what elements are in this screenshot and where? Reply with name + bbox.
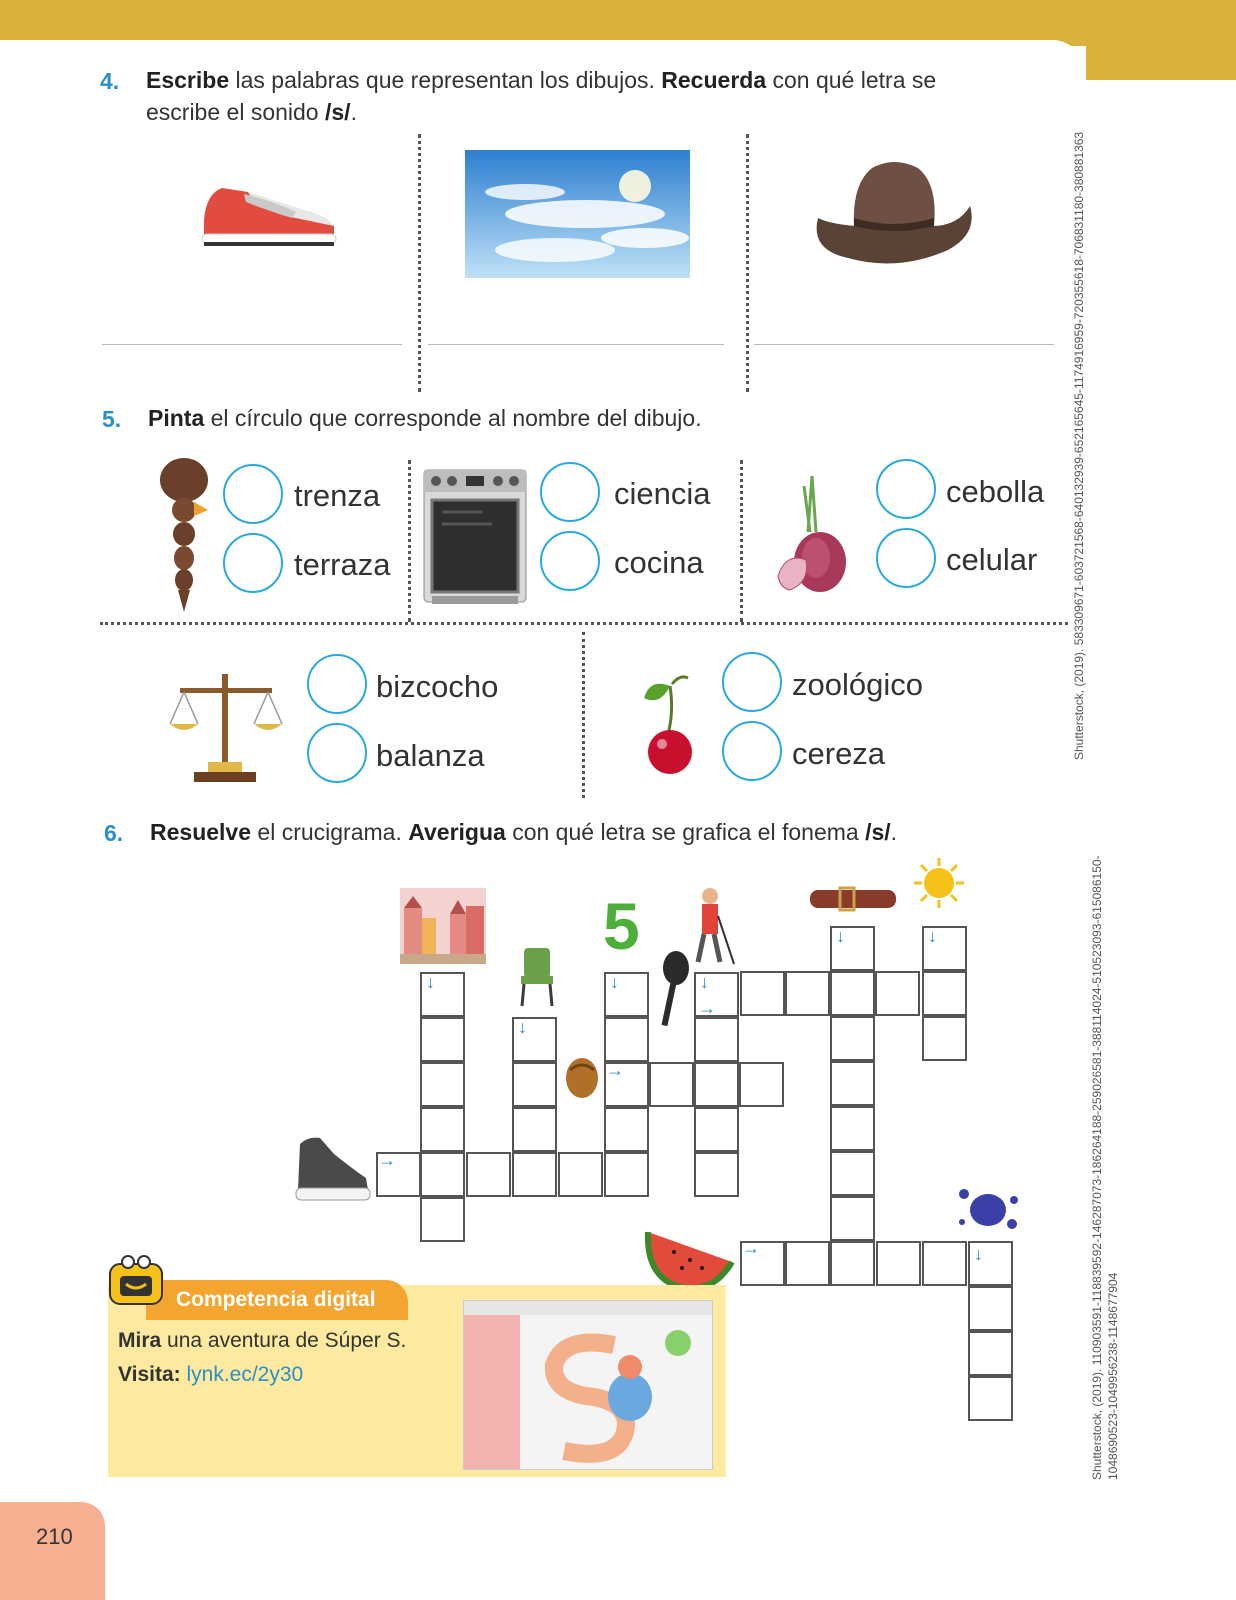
page-number: 210	[36, 1524, 73, 1549]
crossword-cell[interactable]	[694, 1107, 739, 1152]
blind-person-icon	[690, 884, 738, 968]
q4-text-2: con qué letra se	[766, 67, 937, 93]
nut-icon	[564, 1054, 602, 1102]
sun-icon	[912, 856, 966, 910]
option-circle-celular[interactable]	[876, 528, 936, 588]
option-label: bizcocho	[376, 669, 499, 704]
option-label: cebolla	[946, 474, 1045, 509]
crossword-cell[interactable]	[922, 971, 967, 1016]
option-label: cocina	[614, 545, 704, 580]
crossword-cell[interactable]	[420, 1197, 465, 1242]
q4-verb-2: Recuerda	[661, 67, 767, 93]
q6-verb-1: Resuelve	[150, 819, 252, 845]
option-label: balanza	[376, 738, 485, 773]
crossword-cell[interactable]	[830, 971, 875, 1016]
crossword-cell[interactable]	[558, 1152, 603, 1197]
image-credits-bottom-1: Shutterstock, (2019). 110903591-118839592-146287073-186264188-259026581-388114024-510523093-615086150-	[1090, 855, 1104, 1480]
digital-tab	[146, 1280, 408, 1320]
option-label: cereza	[792, 736, 886, 771]
q6-instruction	[150, 816, 897, 848]
divider	[408, 460, 411, 622]
cherry-icon	[640, 672, 706, 776]
crossword-cell[interactable]	[649, 1062, 694, 1107]
hat-icon	[808, 154, 980, 278]
crossword-cell[interactable]	[512, 1062, 557, 1107]
crossword-cell[interactable]	[420, 1107, 465, 1152]
video-thumbnail[interactable]	[463, 1300, 713, 1470]
option-circle-trenza[interactable]	[223, 464, 283, 524]
belt-icon	[808, 884, 898, 914]
option-circle-balanza[interactable]	[307, 723, 367, 783]
crossword-cell[interactable]	[740, 971, 785, 1016]
frying-pan-icon	[656, 950, 690, 1028]
arrow-down-icon: ↓	[836, 926, 845, 946]
crossword-cell[interactable]	[694, 1062, 739, 1107]
sneaker-shoe-icon	[294, 1134, 372, 1206]
arrow-down-icon: ↓	[700, 972, 709, 992]
chair-icon	[518, 946, 556, 1008]
crossword-cell[interactable]	[420, 1062, 465, 1107]
crossword-cell[interactable]	[420, 1152, 465, 1197]
option-label: trenza	[294, 478, 381, 513]
digital-tab-label: Competencia digital	[176, 1288, 376, 1311]
ink-splash-icon	[952, 1180, 1024, 1238]
crossword-cell[interactable]	[739, 1062, 784, 1107]
divider	[582, 632, 585, 798]
stove-icon	[422, 468, 528, 608]
option-circle-zoologico[interactable]	[722, 652, 782, 712]
option-circle-ciencia[interactable]	[540, 462, 600, 522]
watermelon-icon	[644, 1226, 736, 1292]
option-circle-cebolla[interactable]	[876, 459, 936, 519]
option-circle-cocina[interactable]	[540, 531, 600, 591]
crossword-cell[interactable]	[968, 1331, 1013, 1376]
crossword-cell[interactable]	[694, 1152, 739, 1197]
crossword-cell[interactable]	[604, 1107, 649, 1152]
q6-number: 6.	[104, 820, 124, 846]
arrow-right-icon: →	[378, 1150, 396, 1170]
q4-end: .	[350, 99, 357, 125]
q6-phoneme: /s/	[865, 819, 891, 845]
arrow-right-icon: →	[606, 1060, 624, 1080]
arrow-down-icon: ↓	[518, 1017, 527, 1037]
crossword-cell[interactable]	[420, 1017, 465, 1062]
crossword-cell[interactable]	[830, 1106, 875, 1151]
answer-line-2[interactable]	[428, 344, 724, 345]
q4-instruction	[146, 64, 936, 128]
q4-verb-1: Escribe	[146, 67, 230, 93]
crossword-cell[interactable]	[830, 1061, 875, 1106]
crossword-cell[interactable]	[512, 1107, 557, 1152]
sneaker-icon	[196, 180, 342, 254]
robot-mascot-icon	[104, 1250, 168, 1310]
option-label: zoológico	[792, 667, 923, 702]
digital-link[interactable]: lynk.ec/2y30	[186, 1363, 304, 1386]
crossword-cell[interactable]	[512, 1152, 557, 1197]
option-label: terraza	[294, 547, 391, 582]
crossword-cell[interactable]	[830, 1241, 875, 1286]
option-circle-terraza[interactable]	[223, 533, 283, 593]
arrow-right-icon: →	[698, 998, 716, 1018]
divider	[418, 134, 421, 392]
q6-text-1: el crucigrama.	[251, 819, 409, 845]
digital-verb: Mira	[118, 1329, 162, 1352]
q5-verb: Pinta	[148, 405, 205, 431]
q4-text-1: las palabras que representan los dibujos.	[229, 67, 662, 93]
divider	[740, 460, 743, 622]
balance-scale-icon	[168, 670, 284, 786]
crossword-cell[interactable]	[830, 1196, 875, 1241]
q5-text: el círculo que corresponde al nombre del dibujo.	[204, 405, 702, 431]
q6-verb-2: Averigua	[408, 819, 506, 845]
arrow-down-icon: ↓	[426, 972, 435, 992]
crossword-cell[interactable]	[922, 1016, 967, 1061]
option-circle-bizcocho[interactable]	[307, 654, 367, 714]
q5-instruction	[148, 402, 702, 434]
crossword-cell[interactable]	[830, 1016, 875, 1061]
arrow-down-icon: ↓	[974, 1244, 983, 1264]
q6-text-2: con qué letra se grafica el fonema	[505, 819, 866, 845]
number-five-icon: 5	[603, 889, 640, 963]
onion-icon	[776, 472, 848, 596]
top-band-corner	[1086, 0, 1236, 80]
crossword-cell[interactable]	[694, 1017, 739, 1062]
image-credits-bottom-2: 1048690523-1049956238-1148677904	[1106, 1272, 1120, 1480]
crossword-cell[interactable]	[466, 1152, 511, 1197]
option-label: celular	[946, 542, 1038, 577]
crossword-cell[interactable]	[968, 1286, 1013, 1331]
digital-text	[118, 1324, 406, 1392]
digital-text-1: una aventura de Súper S.	[161, 1329, 407, 1352]
digital-visit: Visita:	[118, 1363, 187, 1386]
page-number-tab	[0, 1502, 105, 1600]
braid-icon	[154, 458, 214, 612]
crossword-cell[interactable]	[830, 1151, 875, 1196]
arrow-right-icon: →	[742, 1238, 760, 1258]
crossword-cell[interactable]	[875, 971, 920, 1016]
q4-text-3: escribe el sonido	[146, 99, 325, 125]
divider	[100, 622, 1068, 625]
crossword-cell[interactable]	[785, 1241, 830, 1286]
q4-number: 4.	[100, 68, 120, 94]
arrow-down-icon: ↓	[610, 972, 619, 992]
crossword-cell[interactable]	[922, 1241, 967, 1286]
sky-icon	[465, 150, 690, 278]
divider	[746, 134, 749, 392]
arrow-down-icon: ↓	[928, 926, 937, 946]
crossword-cell[interactable]	[604, 1152, 649, 1197]
crossword-cell[interactable]	[968, 1376, 1013, 1421]
crossword-cell[interactable]	[785, 971, 830, 1016]
city-street-icon	[400, 888, 486, 964]
option-circle-cereza[interactable]	[722, 721, 782, 781]
q6-end: .	[890, 819, 898, 845]
q5-number: 5.	[102, 406, 122, 432]
browser-bar	[464, 1301, 712, 1315]
answer-line-3[interactable]	[754, 344, 1054, 345]
option-label: ciencia	[614, 476, 711, 511]
image-credits-top: Shutterstock, (2019). 583309671-603721568-640132939-652165645-1174916959-720355618-706831180-380881363	[1072, 131, 1086, 760]
q4-phoneme: /s/	[325, 99, 351, 125]
super-s-video-icon	[464, 1315, 712, 1469]
answer-line-1[interactable]	[102, 344, 402, 345]
crossword-cell[interactable]	[604, 1017, 649, 1062]
crossword-cell[interactable]	[876, 1241, 921, 1286]
